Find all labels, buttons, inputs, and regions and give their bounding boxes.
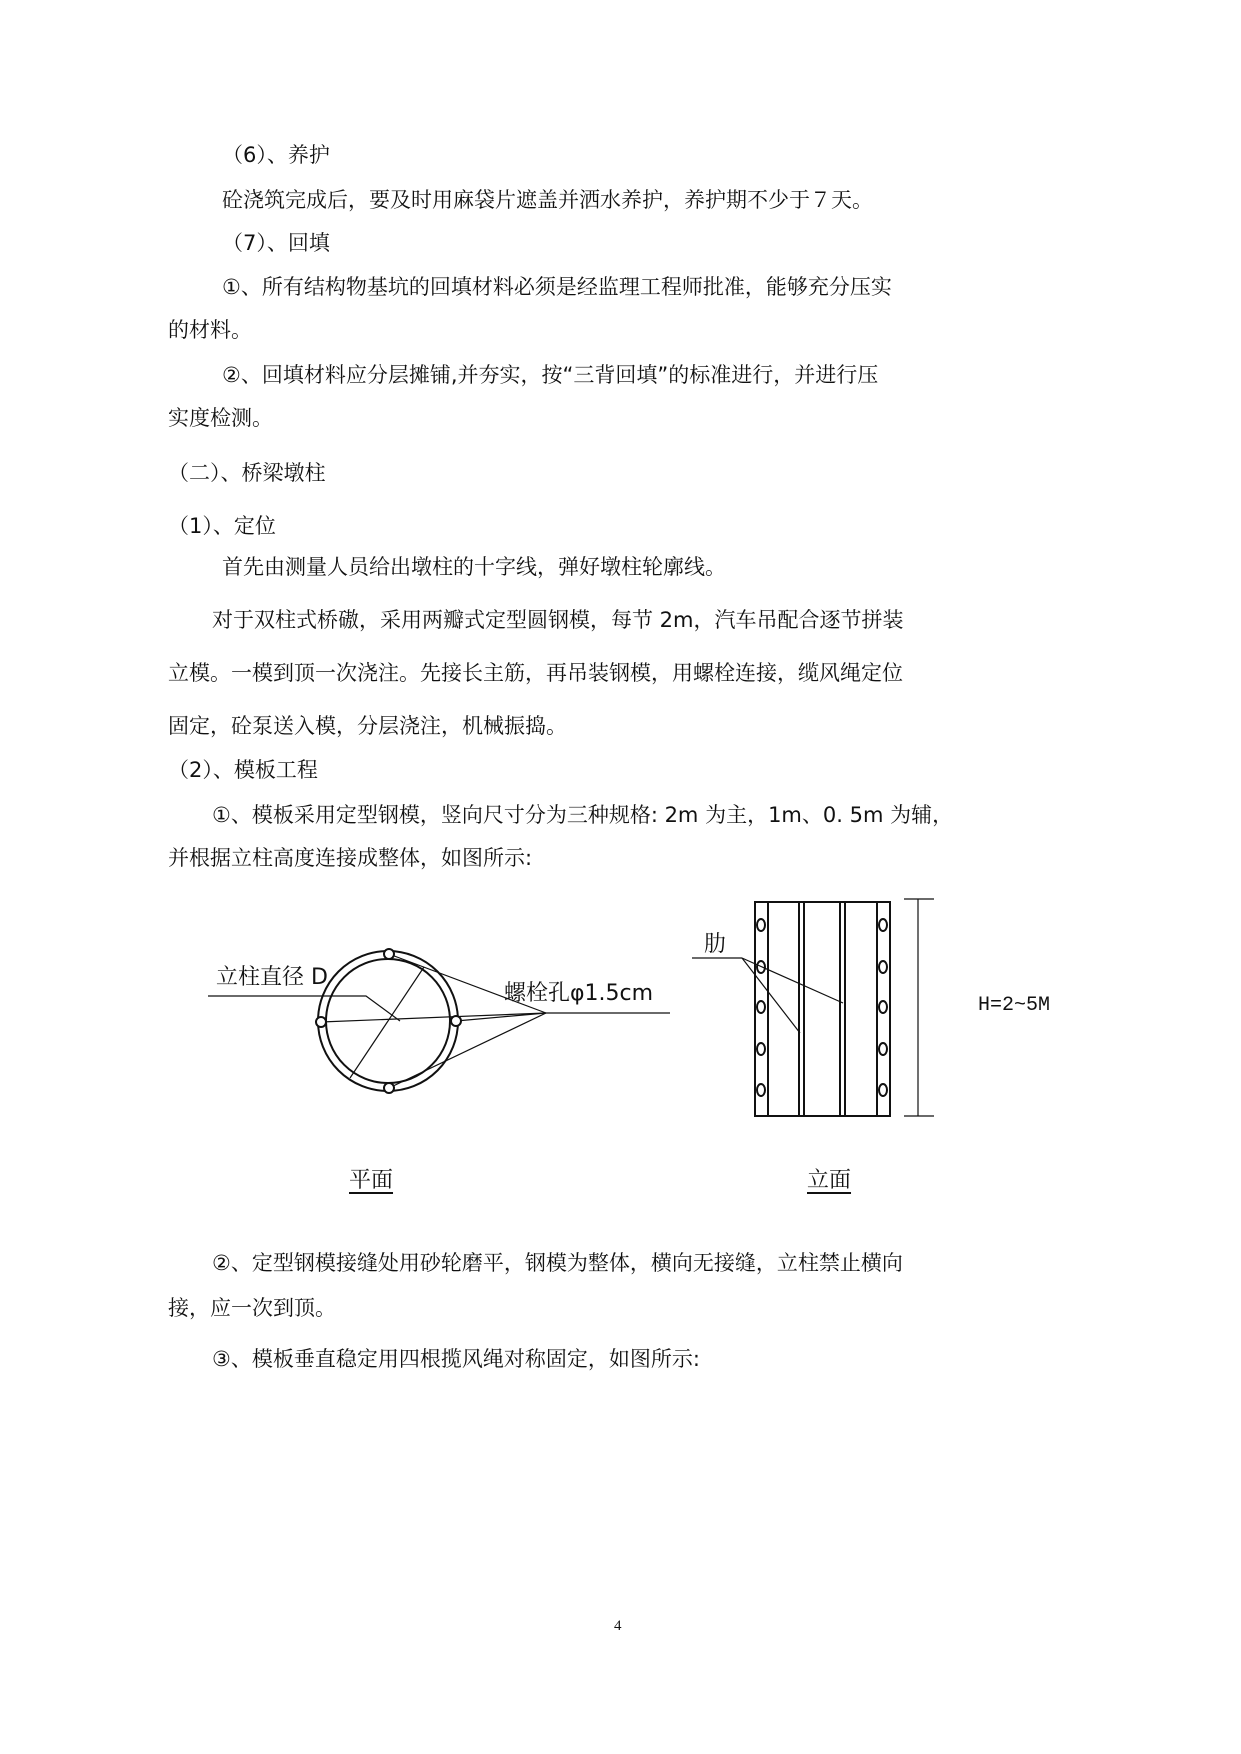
heading-positioning: （1）、定位 [168, 514, 276, 538]
elev-bolt-right-1 [879, 919, 887, 931]
paragraph-columns-a: 对于双柱式桥磝，采用两瓣式定型圆钢模，每节 2m，汽车吊配合逐节拼装 [212, 608, 904, 632]
paragraph-formwork-2a: ②、定型钢模接缝处用砂轮磨平，钢模为整体，横向无接缝，立柱禁止横向 [212, 1251, 903, 1275]
elev-bolt-left-5 [757, 1084, 765, 1096]
rib-leader-1 [742, 958, 800, 1033]
paragraph-formwork-1b: 并根据立柱高度连接成整体，如图所示: [168, 846, 533, 870]
heading-formwork: （2）、模板工程 [168, 758, 318, 782]
paragraph-formwork-3: ③、模板垂直稳定用四根揽风绳对称固定，如图所示: [212, 1347, 700, 1371]
elevation-view [692, 899, 934, 1116]
paragraph-backfill-2b: 实度检测。 [168, 406, 273, 430]
elev-bolt-left-1 [757, 919, 765, 931]
elevation-outline [755, 902, 890, 1116]
paragraph-positioning: 首先由测量人员给出墩柱的十字线，弹好墩柱轮廓线。 [222, 555, 726, 579]
heading-backfill: （7）、回填 [222, 231, 330, 255]
paragraph-curing: 砼浇筑完成后，要及时用麻袋片遮盖并洒水养护，养护期不少于７天。 [222, 188, 873, 212]
elev-bolt-right-5 [879, 1084, 887, 1096]
paragraph-formwork-1a: ①、模板采用定型钢模，竖向尺寸分为三种规格: 2m 为主，1m、0. 5m 为辅， [212, 803, 954, 827]
bolt-hole-left [316, 1017, 326, 1027]
caption-plan: 平面 [349, 1168, 394, 1193]
elev-bolt-left-3 [757, 1001, 765, 1013]
elev-bolt-right-2 [879, 961, 887, 973]
paragraph-backfill-1a: ①、所有结构物基坑的回填材料必须是经监理工程师批准，能够充分压实 [222, 275, 892, 299]
bolt-leader-bottom [389, 1013, 546, 1088]
bolt-hole-right [451, 1016, 461, 1026]
heading-curing: （6）、养护 [222, 143, 330, 167]
label-bolt-hole: 螺栓孔φ1.5cm [504, 981, 654, 1006]
paragraph-columns-c: 固定，砼泵送入模，分层浇注，机械振捣。 [168, 714, 567, 738]
heading-bridge-piers: （二）、桥梁墩柱 [168, 461, 326, 485]
elev-bolt-right-3 [879, 1001, 887, 1013]
caption-elevation: 立面 [807, 1168, 852, 1193]
bolt-leader-left [321, 1013, 546, 1022]
paragraph-formwork-2b: 接，应一次到顶。 [168, 1296, 336, 1320]
label-height-range: H=2~5M [978, 994, 1051, 1017]
label-column-diameter: 立柱直径 D [216, 965, 328, 990]
label-rib: 肋 [704, 932, 727, 957]
elev-bolt-right-4 [879, 1043, 887, 1055]
bolt-hole-bottom [384, 1083, 394, 1093]
paragraph-columns-b: 立模。一模到顶一次浇注。先接长主筋，再吊装钢模，用螺栓连接，缆风绳定位 [168, 661, 903, 685]
bolt-hole-top [384, 949, 394, 959]
page-number: 4 [614, 1618, 622, 1634]
diameter-line [350, 967, 424, 1078]
paragraph-backfill-1b: 的材料。 [168, 318, 252, 342]
elev-bolt-left-4 [757, 1043, 765, 1055]
diameter-leader [208, 996, 400, 1021]
paragraph-backfill-2a: ②、回填材料应分层摊铺,并夯实，按“三背回填”的标准进行，并进行压 [222, 363, 879, 387]
